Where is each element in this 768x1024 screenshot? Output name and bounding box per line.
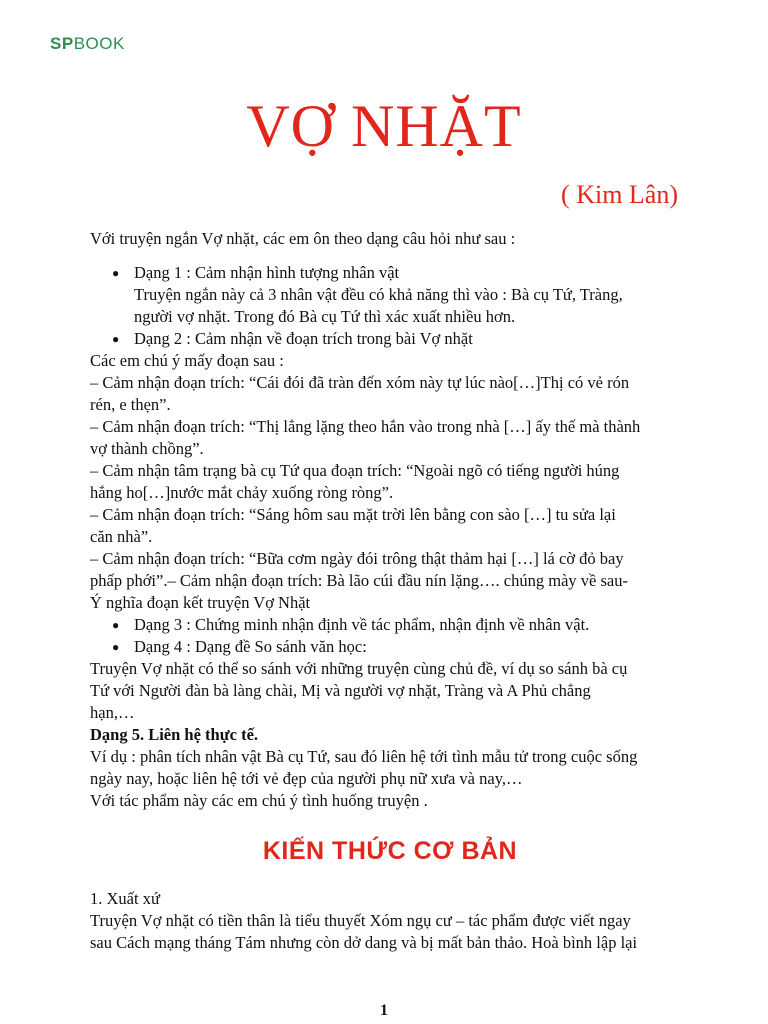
spbook-logo (50, 34, 125, 54)
notes-line: rén, e thẹn”. (90, 395, 171, 414)
author: ( Kim Lân) (561, 180, 678, 209)
document-body (90, 228, 690, 954)
notes-line: – Cảm nhận tâm trạng bà cụ Tứ qua đoạn trích: “Ngoài ngõ có tiếng người húng (90, 461, 620, 480)
xuat-xu-line: sau Cách mạng tháng Tám nhưng còn dở dang và bị mất bản thảo. Hoà bình lập lại (90, 933, 638, 952)
bullet-icon: ● (112, 266, 120, 280)
dang-1-line-2: Truyện ngắn này cả 3 nhân vật đều có khả năng thì vào : Bà cụ Tứ, Tràng, (134, 285, 623, 304)
xuat-xu-line: Truyện Vợ nhặt có tiền thân là tiểu thuyết Xóm ngụ cư – tác phẩm được viết ngay (90, 911, 631, 930)
list-item-dang-4 (112, 636, 690, 658)
dang-5-heading: Dạng 5. Liên hệ thực tế. (90, 725, 259, 744)
logo-book: BOOK (73, 34, 125, 53)
page-title: VỢ NHẶT (246, 93, 522, 159)
dang-1-line-3: người vợ nhặt. Trong đó Bà cụ Tứ thì xác xuất nhiều hơn. (134, 307, 516, 326)
notes-line: căn nhà”. (90, 527, 153, 546)
notes-line: – Cảm nhận đoạn trích: “Cái đói đã tràn đến xóm này tự lúc nào[…]Thị có vẻ rón (90, 373, 630, 392)
dang-5-line: Với tác phẩm này các em chú ý tình huống truyện . (90, 791, 428, 810)
dang-5-line: Ví dụ : phân tích nhân vật Bà cụ Tứ, sau đó liên hệ tới tình mẫu tử trong cuộc sống (90, 747, 638, 766)
notes-line: – Cảm nhận đoạn trích: “Thị lẳng lặng theo hắn vào trong nhà […] ấy thế mà thành (90, 417, 641, 436)
logo-sp: SP (50, 34, 74, 53)
notes-line: phấp phới”.– Cảm nhận đoạn trích: Bà lão cúi đầu nín lặng…. chúng mày về sau- (90, 571, 628, 590)
page-number: 1 (380, 1002, 388, 1019)
dang-5-line: ngày nay, hoặc liên hệ tới vẻ đẹp của người phụ nữ xưa và nay,… (90, 769, 523, 788)
xuat-xu-heading: 1. Xuất xứ (90, 889, 160, 908)
dang-3-label: Dạng 3 : Chứng minh nhận định về tác phẩm, nhận định về nhân vật. (134, 615, 590, 634)
compare-line: hạn,… (90, 703, 135, 722)
question-types-list-1 (90, 262, 690, 350)
list-item-dang-3 (112, 614, 690, 636)
dang-4-label: Dạng 4 : Dạng đề So sánh văn học: (134, 637, 367, 656)
notes-line: Các em chú ý mấy đoạn sau : (90, 351, 284, 370)
compare-line: Tứ với Người đàn bà làng chài, Mị và người vợ nhặt, Tràng và A Phủ chẳng (90, 681, 591, 700)
notes-line: – Cảm nhận đoạn trích: “Sáng hôm sau mặt trời lên bằng con sào […] tu sửa lại (90, 505, 616, 524)
question-types-list-2 (90, 614, 690, 658)
notes-line: vợ thành chồng”. (90, 439, 204, 458)
dang-1-label: Dạng 1 : Cảm nhận hình tượng nhân vật (134, 263, 400, 282)
list-item-dang-2 (112, 328, 690, 350)
list-item-dang-1 (112, 262, 690, 328)
bullet-icon: ● (112, 640, 120, 654)
compare-line: Truyện Vợ nhặt có thể so sánh với những truyện cùng chủ đề, ví dụ so sánh bà cụ (90, 659, 628, 678)
section-title: KIẾN THỨC CƠ BẢN (262, 837, 518, 865)
dang-2-label: Dạng 2 : Cảm nhận về đoạn trích trong bài Vợ nhặt (134, 329, 473, 348)
notes-line: Ý nghĩa đoạn kết truyện Vợ Nhặt (90, 593, 311, 612)
bullet-icon: ● (112, 618, 120, 632)
notes-line: hắng ho[…]nước mắt chảy xuống ròng ròng”. (90, 483, 394, 502)
intro-text: Với truyện ngắn Vợ nhặt, các em ôn theo dạng câu hỏi như sau : (90, 229, 516, 248)
notes-line: – Cảm nhận đoạn trích: “Bữa cơm ngày đói trông thật thảm hại […] lá cờ đỏ bay (90, 549, 624, 568)
bullet-icon: ● (112, 332, 120, 346)
